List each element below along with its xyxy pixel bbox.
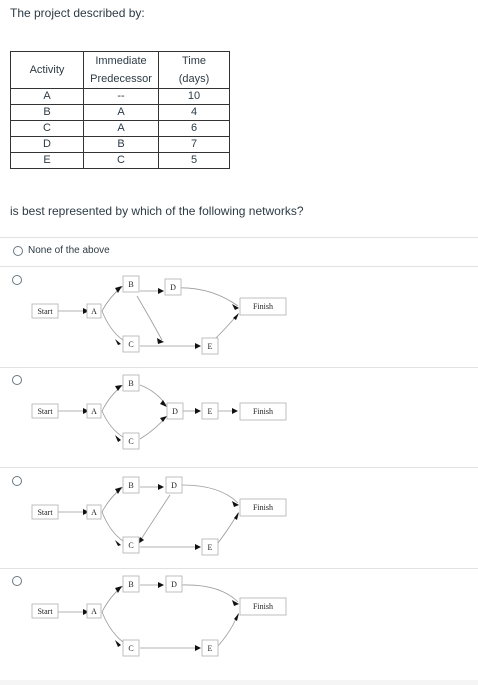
question-intro: The project described by: xyxy=(10,6,145,20)
table-cell: 5 xyxy=(159,153,230,169)
option-2-network-diagram xyxy=(30,367,300,463)
node-d-label: D xyxy=(171,580,177,589)
column-header-predecessor-text: Immediate Predecessor xyxy=(90,55,152,85)
table-row xyxy=(11,89,230,105)
table-row xyxy=(11,105,230,121)
node-a-label: A xyxy=(91,508,97,517)
table-cell: D xyxy=(11,137,84,153)
option-1-network-diagram xyxy=(30,266,300,362)
column-header-predecessor xyxy=(84,52,159,89)
node-d-label: D xyxy=(171,481,177,490)
option-4-radio[interactable] xyxy=(12,576,22,586)
table-cell: E xyxy=(11,153,84,169)
node-e-label: E xyxy=(207,644,213,653)
table-header-row xyxy=(11,52,230,89)
node-c-label: C xyxy=(128,644,134,653)
project-table xyxy=(10,51,230,169)
table-cell: 10 xyxy=(159,89,230,105)
table-cell: C xyxy=(84,153,159,169)
table-cell: 7 xyxy=(159,137,230,153)
table-row xyxy=(11,121,230,137)
node-c-label: C xyxy=(128,340,134,349)
node-finish-label: Finish xyxy=(252,602,274,611)
node-b-label: B xyxy=(128,280,134,289)
node-start-label: Start xyxy=(37,508,53,517)
question-prompt: is best represented by which of the following networks? xyxy=(10,204,304,218)
node-start-label: Start xyxy=(37,407,53,416)
table-cell: A xyxy=(84,121,159,137)
node-start-label: Start xyxy=(37,307,53,316)
column-header-time-text: Time (days) xyxy=(178,55,210,85)
node-c-label: C xyxy=(128,437,134,446)
option-1-radio[interactable] xyxy=(12,275,22,285)
node-d-label: D xyxy=(170,283,176,292)
option-2-radio[interactable] xyxy=(12,375,22,385)
option-4-network-diagram xyxy=(30,568,300,664)
option-3-network-diagram xyxy=(30,467,300,563)
node-finish-label: Finish xyxy=(252,407,274,416)
node-finish-label: Finish xyxy=(252,503,274,512)
footer-bar xyxy=(0,680,478,685)
node-e-label: E xyxy=(207,543,213,552)
divider xyxy=(0,237,478,238)
table-cell: B xyxy=(11,105,84,121)
node-d-label: D xyxy=(172,407,178,416)
table-cell: A xyxy=(84,105,159,121)
node-e-label: E xyxy=(207,342,213,351)
node-b-label: B xyxy=(128,481,134,490)
table-row xyxy=(11,153,230,169)
table-cell: C xyxy=(11,121,84,137)
table-cell: -- xyxy=(84,89,159,105)
table-cell: A xyxy=(11,89,84,105)
node-b-label: B xyxy=(128,580,134,589)
node-a-label: A xyxy=(91,407,97,416)
node-a-label: A xyxy=(91,607,97,616)
node-c-label: C xyxy=(128,541,134,550)
table-cell: 4 xyxy=(159,105,230,121)
node-start-label: Start xyxy=(37,607,53,616)
table-cell: B xyxy=(84,137,159,153)
column-header-activity: Activity xyxy=(11,52,84,89)
node-b-label: B xyxy=(128,379,134,388)
table-cell: 6 xyxy=(159,121,230,137)
node-a-label: A xyxy=(91,307,97,316)
node-finish-label: Finish xyxy=(252,302,274,311)
node-e-label: E xyxy=(207,407,213,416)
option-none-label[interactable]: None of the above xyxy=(28,245,110,256)
table-row xyxy=(11,137,230,153)
column-header-time xyxy=(159,52,230,89)
option-none-radio[interactable] xyxy=(13,246,23,256)
option-3-radio[interactable] xyxy=(12,476,22,486)
